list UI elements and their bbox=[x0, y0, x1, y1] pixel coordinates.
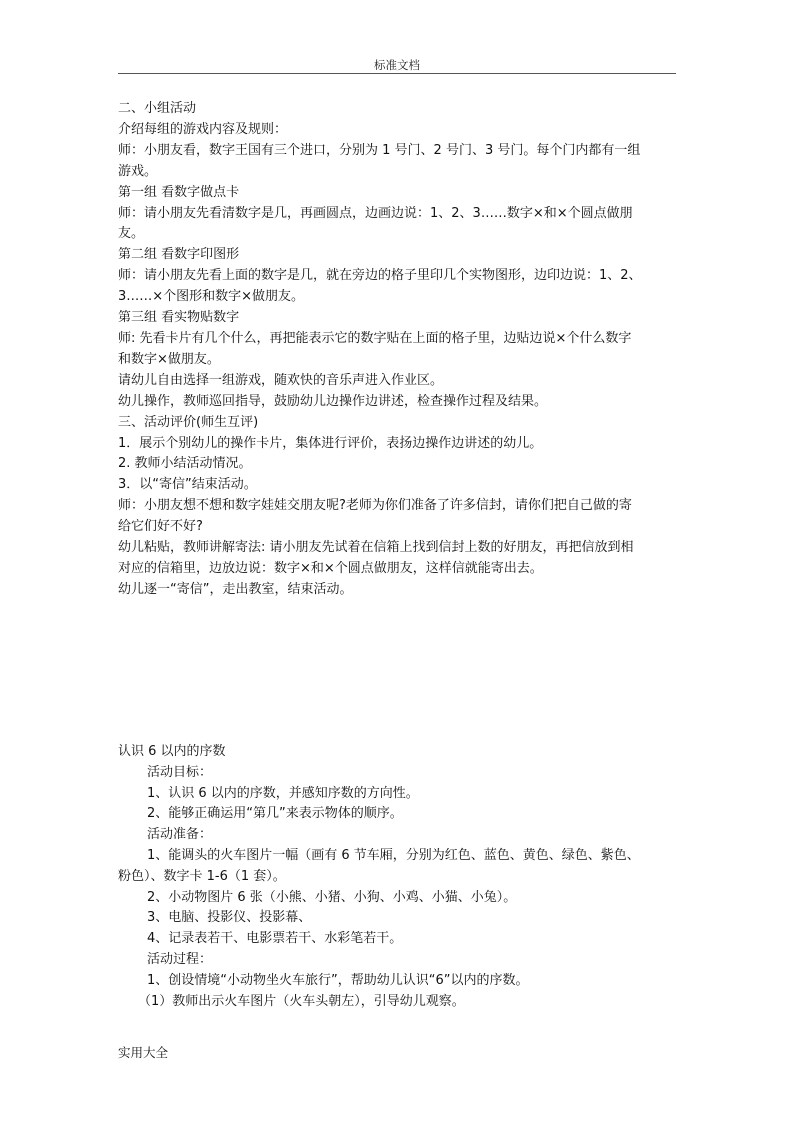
objective-item: 2、能够正确运用“第几”来表示物体的顺序。 bbox=[147, 806, 403, 822]
text-line: 师：请小朋友先看清数字是几，再画圆点，边画边说：1、2、3……数字×和×个圆点做朋 bbox=[118, 205, 633, 221]
text-line: 游戏。 bbox=[118, 163, 158, 179]
group-three-heading: 第三组 看实物贴数字 bbox=[118, 310, 240, 326]
text-line: 友。 bbox=[118, 226, 145, 242]
preparation-item: 2、小动物图片 6 张（小熊、小猪、小狗、小鸡、小猫、小兔）。 bbox=[147, 889, 517, 905]
text-line: 师: 先看卡片有几个什么，再把能表示它的数字贴在上面的格子里，边贴边说×个什么数字 bbox=[118, 330, 632, 346]
page-footer: 实用大全 bbox=[118, 1045, 169, 1060]
text-line: 和数字×做朋友。 bbox=[118, 351, 220, 367]
process-label: 活动过程： bbox=[147, 951, 213, 967]
section-group-activity bbox=[118, 99, 678, 601]
text-line: 师：小朋友看，数字王国有三个进口，分别为 1 号门、2 号门、3 号门。每个门内都有一组 bbox=[118, 142, 641, 158]
text-line: 对应的信箱里，边放边说：数字×和×个圆点做朋友，这样信就能寄出去。 bbox=[118, 560, 543, 576]
text-line: 师：小朋友想不想和数字娃娃交朋友呢?老师为你们准备了许多信封，请你们把自己做的寄 bbox=[118, 498, 632, 514]
objective-item: 1、认识 6 以内的序数，并感知序数的方向性。 bbox=[147, 785, 419, 801]
lesson-title: 认识 6 以内的序数 bbox=[118, 744, 226, 759]
preparation-label: 活动准备： bbox=[147, 827, 213, 843]
section-ordinal-lesson bbox=[118, 742, 678, 1012]
text-line: 2. 教师小结活动情况。 bbox=[118, 456, 252, 472]
text-line: 请幼儿自由选择一组游戏，随欢快的音乐声进入作业区。 bbox=[118, 372, 444, 388]
header-divider bbox=[118, 73, 676, 74]
text-line: 1．展示个别幼儿的操作卡片，集体进行评价，表扬边操作边讲述的幼儿。 bbox=[118, 435, 543, 451]
text-line: 3……×个图形和数字×做朋友。 bbox=[118, 289, 305, 305]
text-line: 3．以“寄信”结束活动。 bbox=[118, 477, 257, 493]
heading-group-activity: 二、小组活动 bbox=[118, 101, 197, 116]
text-line: 师：请小朋友先看上面的数字是几，就在旁边的格子里印几个实物图形，边印边说：1、2、 bbox=[118, 268, 642, 284]
preparation-item: 1、能调头的火车图片一幅（画有 6 节车厢，分别为红色、蓝色、黄色、绿色、紫色、 bbox=[147, 847, 640, 863]
text-line: 幼儿粘贴，教师讲解寄法: 请小朋友先试着在信箱上找到信封上数的好朋友，再把信放到相 bbox=[118, 540, 634, 556]
text-line: 幼儿操作，教师巡回指导，鼓励幼儿边操作边讲述，检查操作过程及结果。 bbox=[118, 393, 548, 409]
objectives-label: 活动目标： bbox=[147, 764, 213, 780]
page-header: 标准文档 bbox=[374, 58, 420, 72]
preparation-item: 4、记录表若干、电影票若干、水彩笔若干。 bbox=[147, 931, 403, 947]
text-line: 给它们好不好? bbox=[118, 519, 203, 535]
preparation-item-continued: 粉色）、数字卡 1-6（1 套）。 bbox=[118, 868, 286, 884]
group-two-heading: 第二组 看数字印图形 bbox=[118, 247, 240, 263]
process-subitem: （1）教师出示火车图片（火车头朝左），引导幼儿观察。 bbox=[138, 993, 465, 1009]
heading-evaluation: 三、活动评价(师生互评) bbox=[118, 414, 259, 430]
text-line: 介绍每组的游戏内容及规则： bbox=[118, 121, 288, 137]
process-item: 1、创设情境“小动物坐火车旅行”，帮助幼儿认识“6”以内的序数。 bbox=[147, 972, 529, 988]
group-one-heading: 第一组 看数字做点卡 bbox=[118, 184, 240, 200]
preparation-item: 3、电脑、投影仪、投影幕、 bbox=[147, 910, 312, 926]
text-line: 幼儿逐一“寄信”，走出教室，结束活动。 bbox=[118, 581, 353, 597]
